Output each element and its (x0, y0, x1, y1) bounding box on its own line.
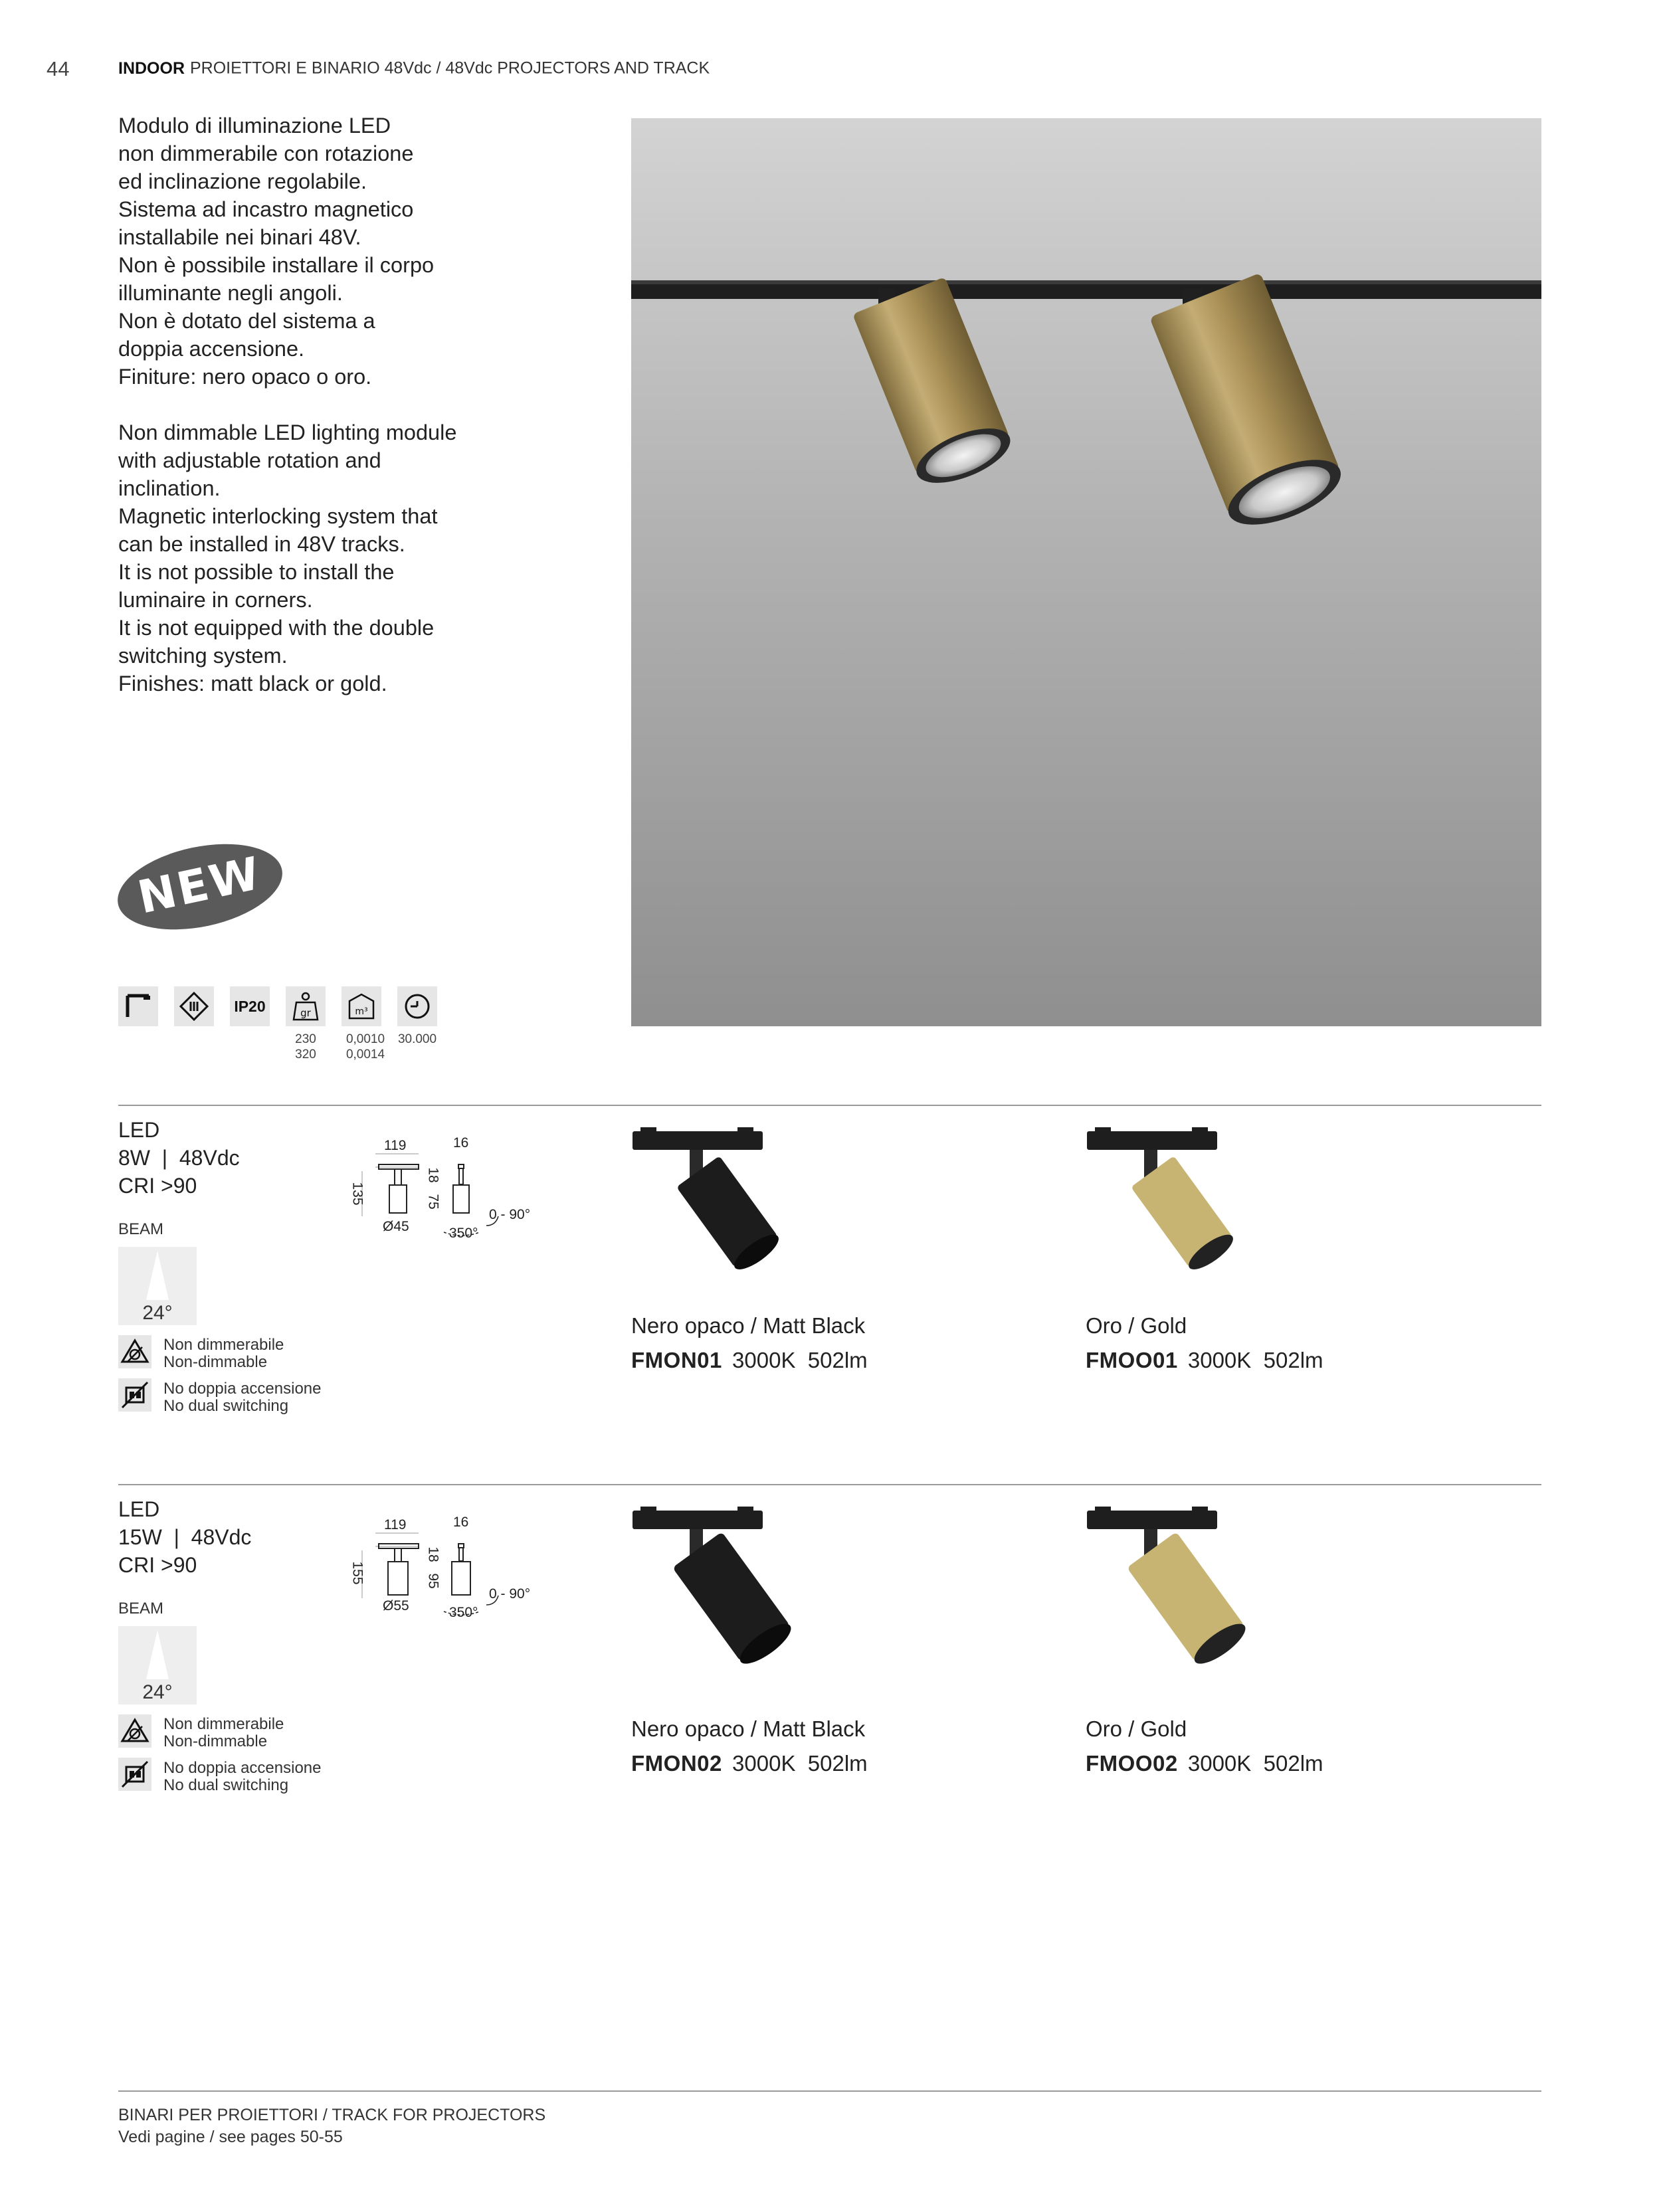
product-row (0, 1492, 1659, 1890)
dim-diameter: Ø45 (383, 1219, 409, 1234)
variant-finish: Oro / Gold (1086, 1313, 1187, 1338)
desc-en-line: with adjustable rotation and (118, 448, 381, 472)
beam-label: BEAM (118, 1220, 164, 1238)
desc-en-line: Magnetic interlocking system that (118, 504, 438, 528)
lifetime-value: 30.000 (397, 1032, 437, 1046)
power-voltage: 8W | 48Vdc (118, 1146, 240, 1170)
product-image-gold (1086, 1127, 1272, 1307)
weight-gr-icon (286, 986, 326, 1026)
desc-it-line: Sistema ad incastro magnetico (118, 197, 414, 221)
desc-it-line: ed inclinazione regolabile. (118, 169, 367, 193)
weight-values: 230 320 (295, 1032, 316, 1061)
product-code: FMOO02 (1086, 1751, 1178, 1776)
variant-finish: Nero opaco / Matt Black (631, 1716, 866, 1741)
dim-depth: 16 (453, 1515, 469, 1530)
variant-code-line (631, 1751, 868, 1776)
feature-label: Non dimmerabile Non-dimmable (163, 1715, 284, 1750)
desc-it-line: installabile nei binari 48V. (118, 225, 361, 249)
desc-en-line: It is not equipped with the double (118, 616, 435, 640)
page-header (47, 57, 710, 81)
product-image-gold (1086, 1507, 1278, 1706)
volume-values: 0,0010 0,0014 (345, 1032, 385, 1061)
desc-it-line: Finiture: nero opaco o oro. (118, 365, 372, 389)
variant-code-line (1086, 1348, 1323, 1373)
desc-it-line: illuminante negli angoli. (118, 281, 343, 305)
variant-code-line (1086, 1751, 1323, 1776)
dim-depth: 16 (453, 1135, 469, 1151)
dim-adapter: 18 (425, 1546, 441, 1562)
lifetime-hours-icon (397, 986, 437, 1026)
dimension-drawing (339, 1512, 551, 1645)
beam-angle: 24° (142, 1302, 173, 1324)
product-code: FMOO01 (1086, 1348, 1178, 1372)
light-source: LED (118, 1497, 160, 1521)
page-number: 44 (47, 57, 70, 80)
desc-it-line: non dimmerabile con rotazione (118, 141, 414, 165)
svg-text:gr: gr (300, 1007, 311, 1019)
feature-label: Non dimmerabile Non-dimmable (163, 1336, 284, 1371)
hero-photo (631, 118, 1541, 1026)
desc-en-line: can be installed in 48V tracks. (118, 532, 405, 556)
footer-title: BINARI PER PROIETTORI / TRACK FOR PROJECTORS (118, 2106, 546, 2124)
product-specs: 3000K 502lm (1187, 1348, 1323, 1372)
desc-en-line: It is not possible to install the (118, 560, 395, 584)
desc-it-line: Non è possibile installare il corpo (118, 253, 435, 277)
non-dimmable-icon (118, 1714, 151, 1748)
class-III-icon (174, 986, 214, 1026)
feature-label: No doppia accensione No dual switching (163, 1759, 322, 1794)
footer-reference: Vedi pagine / see pages 50-55 (118, 2128, 343, 2146)
product-row (0, 1113, 1659, 1485)
desc-en-line: luminaire in corners. (118, 588, 313, 612)
product-code: FMON01 (631, 1348, 722, 1372)
power-voltage: 15W | 48Vdc (118, 1525, 252, 1549)
product-code: FMON02 (631, 1751, 722, 1776)
dim-width: 119 (384, 1517, 407, 1532)
desc-en-line: Finishes: matt black or gold. (118, 672, 387, 695)
variant-finish: Nero opaco / Matt Black (631, 1313, 866, 1338)
dim-tilt: 0 - 90° (489, 1207, 531, 1222)
no-dual-switching-icon (118, 1758, 151, 1791)
section-divider (118, 1105, 1541, 1106)
spec-block (118, 1495, 251, 1579)
variant-finish: Oro / Gold (1086, 1716, 1187, 1741)
certification-row (118, 986, 450, 1061)
cri-value: CRI >90 (118, 1174, 197, 1198)
dim-height: 155 (349, 1561, 365, 1585)
dim-body: 95 (425, 1573, 441, 1589)
track-mount-icon (118, 986, 158, 1026)
desc-en-line: Non dimmable LED lighting module (118, 420, 457, 444)
dim-rotation: 350° (449, 1605, 478, 1620)
dim-adapter: 18 (425, 1167, 441, 1183)
variant-code-line (631, 1348, 868, 1373)
non-dimmable-icon (118, 1335, 151, 1368)
desc-it-line: doppia accensione. (118, 337, 305, 361)
footer (118, 2104, 545, 2148)
section-label: INDOOR (118, 58, 185, 78)
dim-body: 75 (425, 1194, 441, 1210)
beam-diagram (118, 1247, 197, 1325)
volume-m3-icon (342, 986, 381, 1026)
desc-it-line: Modulo di illuminazione LED (118, 114, 391, 138)
beam-label: BEAM (118, 1600, 164, 1617)
desc-it-line: Non è dotato del sistema a (118, 309, 375, 333)
dim-diameter: Ø55 (383, 1598, 409, 1613)
product-specs: 3000K 502lm (732, 1348, 868, 1372)
ip-rating-icon: IP20 (230, 986, 270, 1026)
dim-height: 135 (349, 1182, 365, 1206)
light-source: LED (118, 1118, 160, 1142)
svg-text:m³: m³ (355, 1006, 368, 1017)
no-dual-switching-icon (118, 1378, 151, 1412)
product-image-black (631, 1507, 824, 1706)
desc-en-line: switching system. (118, 644, 288, 668)
feature-label: No doppia accensione No dual switching (163, 1380, 322, 1415)
new-badge (114, 842, 286, 931)
dim-tilt: 0 - 90° (489, 1586, 531, 1602)
product-specs: 3000K 502lm (732, 1751, 868, 1776)
beam-angle: 24° (142, 1681, 173, 1703)
dim-width: 119 (384, 1138, 407, 1153)
dim-rotation: 350° (449, 1226, 478, 1241)
beam-diagram (118, 1626, 197, 1705)
product-specs: 3000K 502lm (1187, 1751, 1323, 1776)
cri-value: CRI >90 (118, 1553, 197, 1577)
badge-text: NEW (133, 847, 266, 925)
product-description (118, 112, 490, 697)
desc-en-line: inclination. (118, 476, 221, 500)
section-divider (118, 2090, 1541, 2092)
dimension-drawing (339, 1133, 551, 1265)
page-title: PROIETTORI E BINARIO 48Vdc / 48Vdc PROJECTORS AND TRACK (190, 58, 710, 78)
product-image-black (631, 1127, 817, 1307)
spec-block (118, 1116, 240, 1200)
